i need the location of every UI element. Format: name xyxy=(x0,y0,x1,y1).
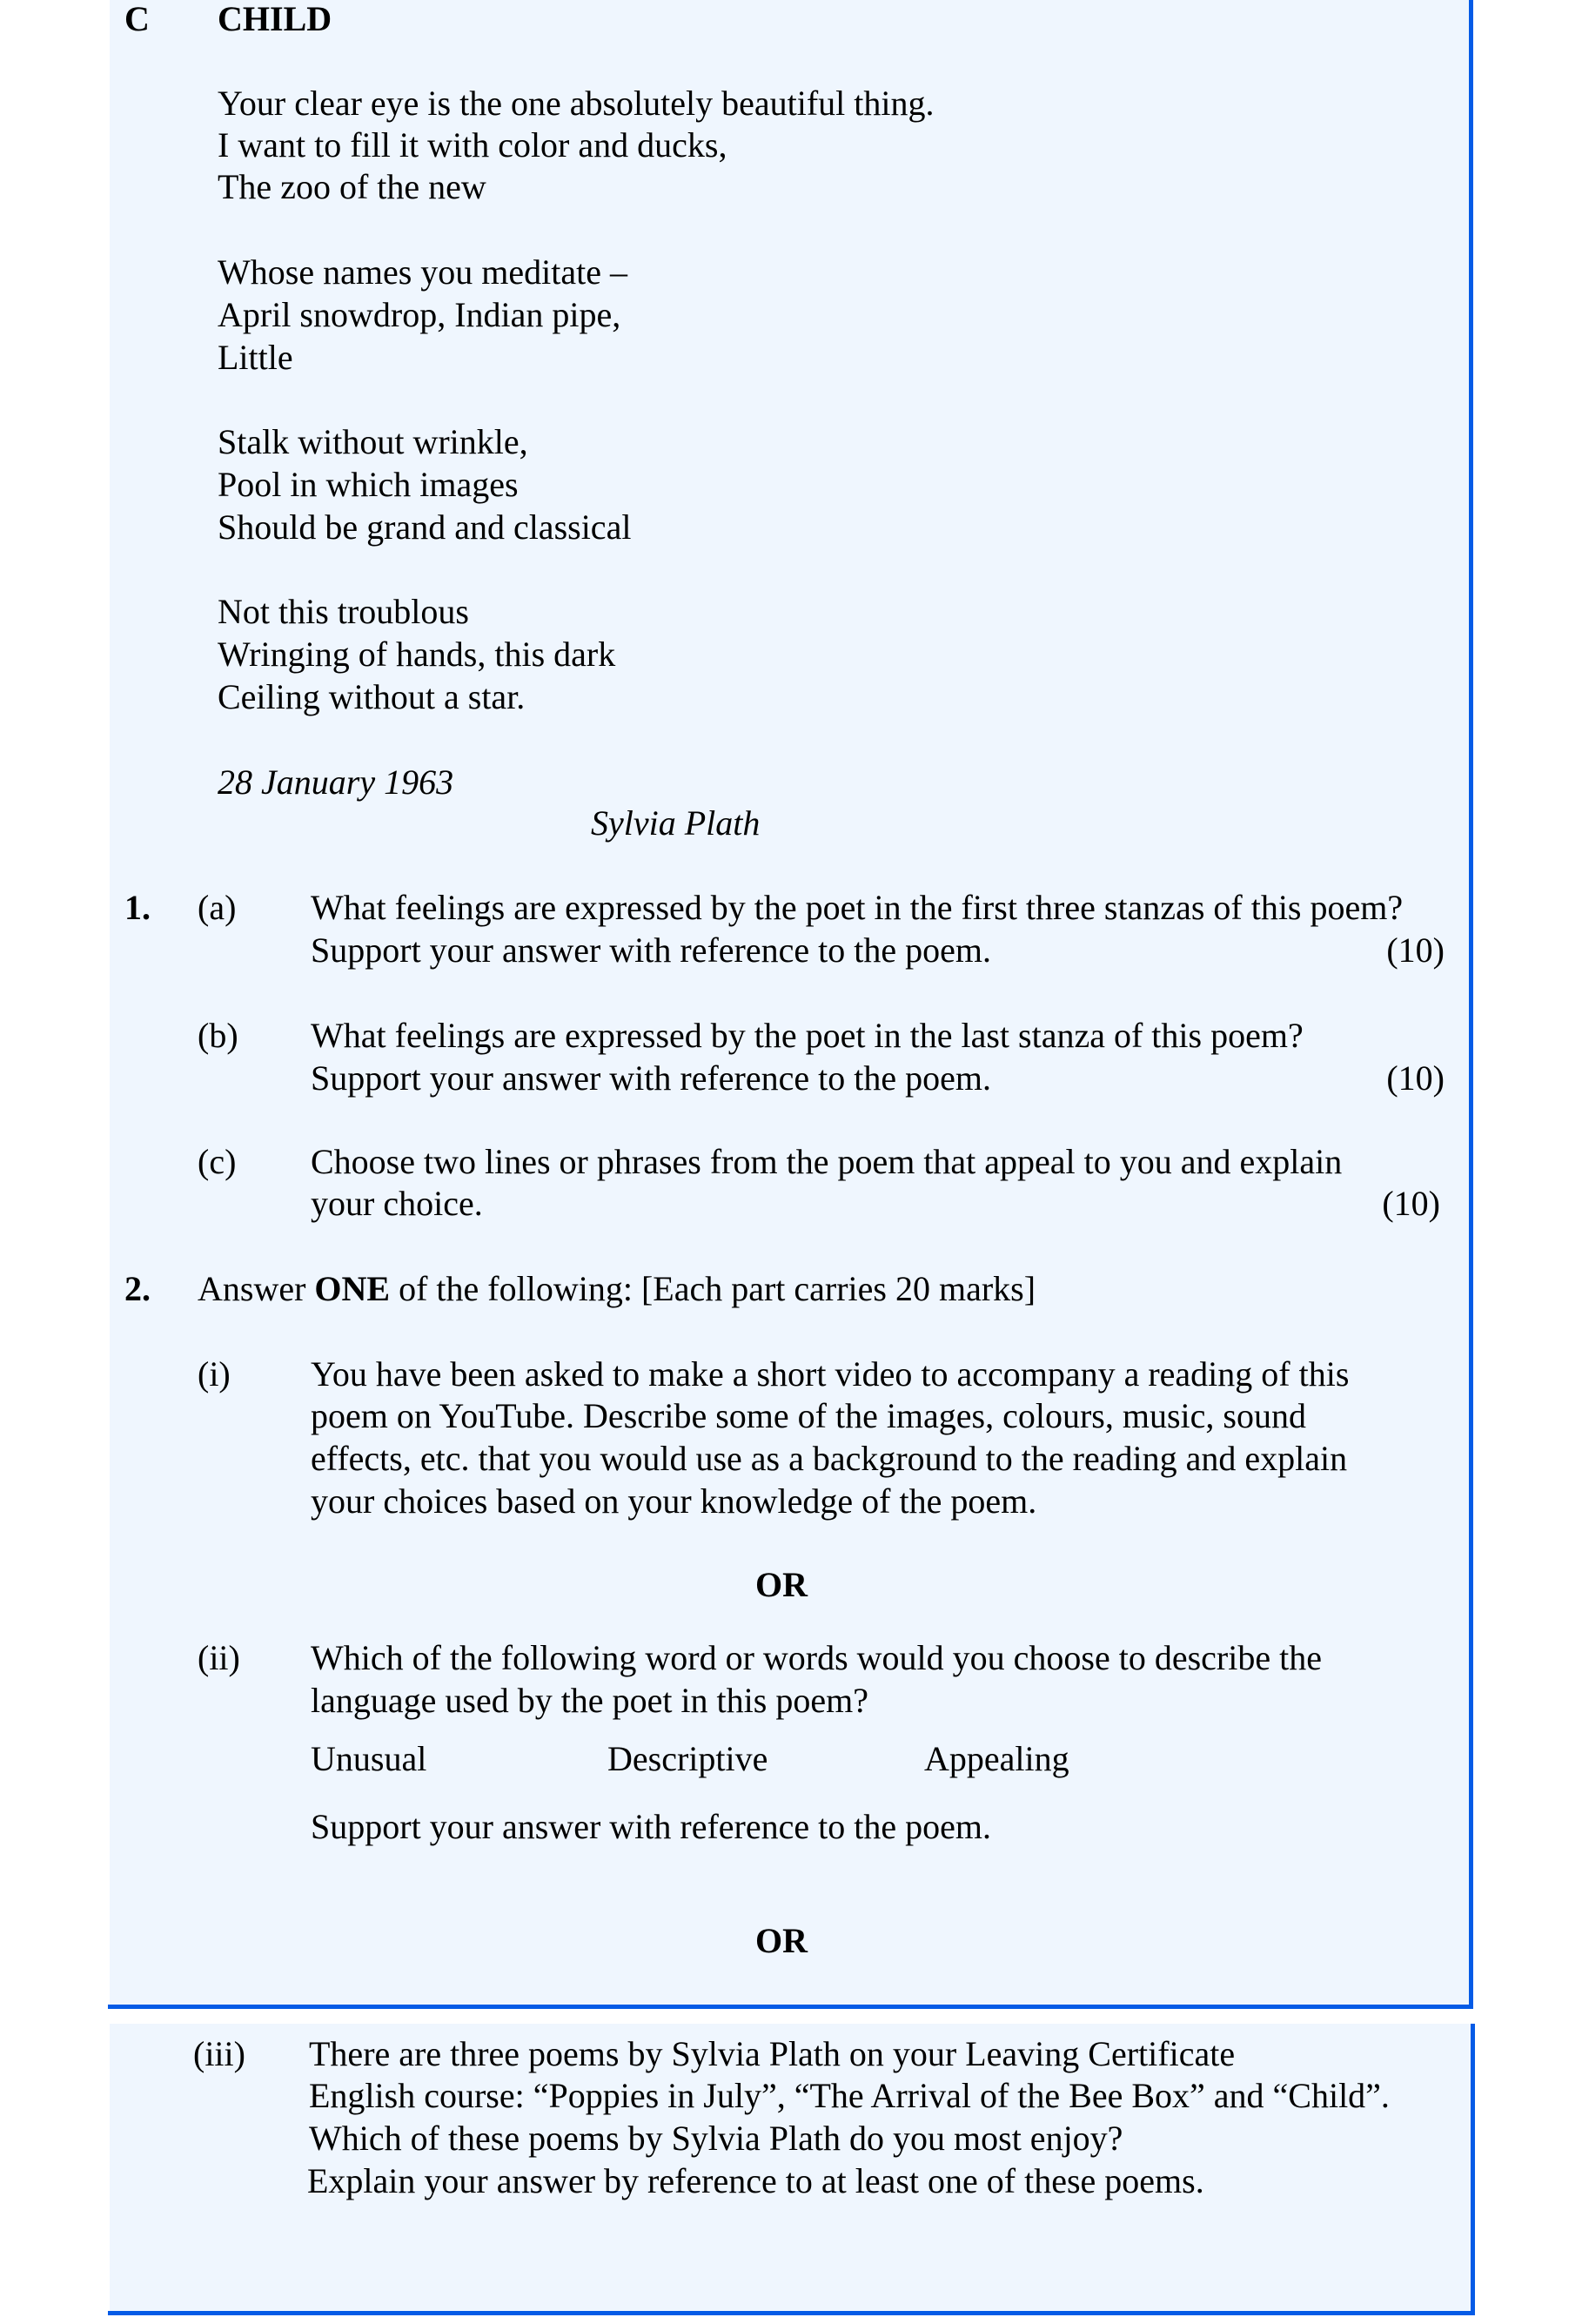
intro-text: Answer xyxy=(198,1269,315,1308)
poem-line: April snowdrop, Indian pipe, xyxy=(218,295,621,334)
poem-line: Pool in which images xyxy=(218,465,519,504)
or-divider: OR xyxy=(755,1921,808,1960)
poem-line: Little xyxy=(218,338,293,377)
poem-title: CHILD xyxy=(218,0,332,38)
poem-line: Wringing of hands, this dark xyxy=(218,635,616,674)
option-text: English course: “Poppies in July”, “The Arrival of the Bee Box” and “Child”. xyxy=(309,2076,1390,2115)
poem-line: The zoo of the new xyxy=(218,167,486,206)
panel-border xyxy=(108,2005,111,2009)
intro-emphasis: ONE xyxy=(314,1269,391,1308)
question-text: What feelings are expressed by the poet in the first three stanzas of this poem? xyxy=(311,888,1404,927)
question-text: Choose two lines or phrases from the poem that appeal to you and explain xyxy=(311,1142,1343,1181)
question-text: What feelings are expressed by the poet in the last stanza of this poem? xyxy=(311,1016,1304,1055)
or-divider: OR xyxy=(755,1565,808,1604)
panel-border xyxy=(108,2311,111,2315)
option-label: (ii) xyxy=(198,1638,240,1677)
poem-author: Sylvia Plath xyxy=(591,803,761,843)
question-text: Support your answer with reference to the poem. xyxy=(311,930,991,970)
option-label: (i) xyxy=(198,1354,231,1394)
marks-label: (10) xyxy=(1382,1184,1440,1223)
option-text: Which of the following word or words would you choose to describe the xyxy=(311,1638,1322,1677)
poem-line: Stalk without wrinkle, xyxy=(218,422,528,461)
intro-text: of the following: [Each part carries 20 marks] xyxy=(390,1269,1036,1308)
option-text: You have been asked to make a short video to accompany a reading of this xyxy=(311,1354,1350,1394)
marks-label: (10) xyxy=(1386,1058,1445,1098)
poem-line: Your clear eye is the one absolutely beautiful thing. xyxy=(218,84,935,123)
option-text: your choices based on your knowledge of the poem. xyxy=(311,1481,1037,1521)
question-number: 2. xyxy=(124,1269,151,1308)
part-label: (a) xyxy=(198,888,237,927)
word-choice: Descriptive xyxy=(607,1739,768,1778)
section-letter: C xyxy=(124,0,150,38)
option-text: language used by the poet in this poem? xyxy=(311,1681,868,1720)
option-text: effects, etc. that you would use as a background to the reading and explain xyxy=(311,1439,1348,1478)
poem-line: I want to fill it with color and ducks, xyxy=(218,125,727,165)
poem-line: Not this troublous xyxy=(218,592,469,631)
question-intro xyxy=(198,1268,1036,1310)
marks-label: (10) xyxy=(1386,930,1445,970)
word-choice: Appealing xyxy=(924,1739,1069,1778)
option-label: (iii) xyxy=(193,2034,245,2073)
poem-line: Ceiling without a star. xyxy=(218,677,526,716)
poem-line: Whose names you meditate – xyxy=(218,252,627,292)
part-label: (c) xyxy=(198,1142,237,1181)
question-text: your choice. xyxy=(311,1184,483,1223)
question-number: 1. xyxy=(124,888,151,927)
option-text: Explain your answer by reference to at least one of these poems. xyxy=(307,2161,1204,2200)
part-label: (b) xyxy=(198,1016,238,1055)
word-choice: Unusual xyxy=(311,1739,427,1778)
poem-line: Should be grand and classical xyxy=(218,507,632,547)
option-text: poem on YouTube. Describe some of the images, colours, music, sound xyxy=(311,1396,1306,1435)
question-text: Support your answer with reference to the poem. xyxy=(311,1058,991,1098)
option-text: Which of these poems by Sylvia Plath do you most enjoy? xyxy=(309,2119,1123,2158)
option-text: Support your answer with reference to the poem. xyxy=(311,1807,991,1846)
poem-date: 28 January 1963 xyxy=(218,762,454,802)
option-text: There are three poems by Sylvia Plath on your Leaving Certificate xyxy=(309,2034,1236,2073)
